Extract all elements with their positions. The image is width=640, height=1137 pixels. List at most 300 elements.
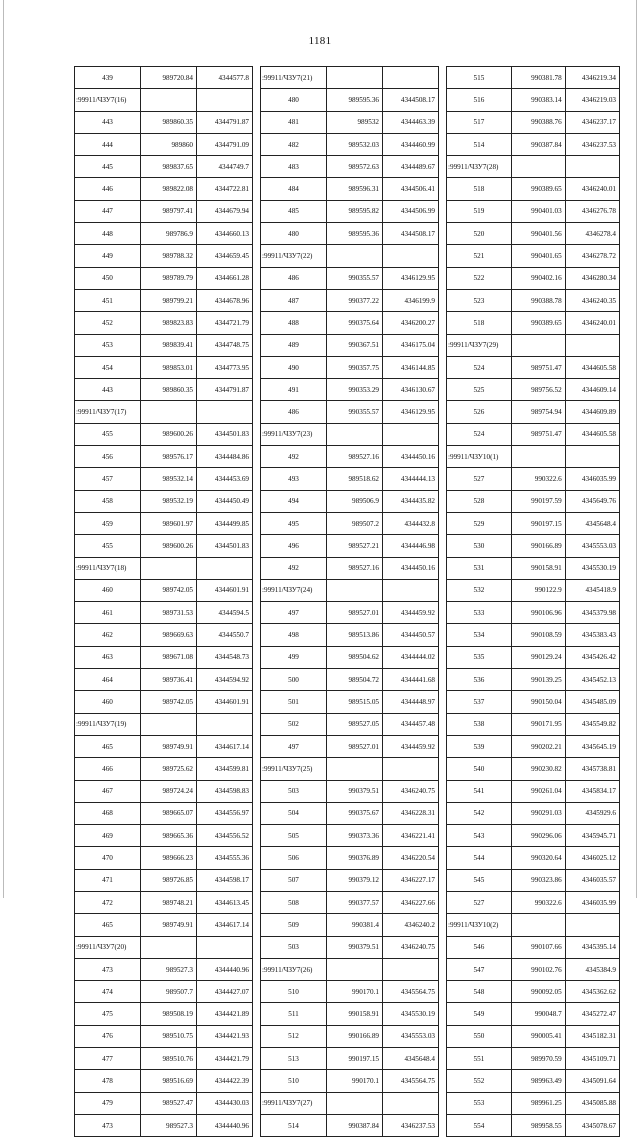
coord-x: 989510.75	[141, 1025, 197, 1047]
coord-y: 4344748.75	[197, 334, 253, 356]
coordinates-table-2	[260, 66, 439, 1137]
coord-x: 990107.66	[511, 936, 565, 958]
empty-cell	[383, 958, 439, 980]
coord-x: 989958.55	[511, 1114, 565, 1136]
coord-y: 4346278.4	[565, 223, 619, 245]
point-row	[261, 1025, 439, 1047]
coord-y: 4345182.31	[565, 1025, 619, 1047]
coord-x: 990353.29	[327, 379, 383, 401]
coord-y: 4345564.75	[383, 1070, 439, 1092]
coord-x: 989527.01	[327, 735, 383, 757]
point-number: 546	[447, 936, 512, 958]
point-row	[447, 267, 620, 289]
zone-header-row	[75, 936, 253, 958]
point-number: 473	[75, 958, 141, 980]
coord-x: 990389.65	[511, 178, 565, 200]
coord-y: 4344550.7	[197, 624, 253, 646]
point-row	[447, 490, 620, 512]
empty-cell	[327, 758, 383, 780]
coord-y: 4344661.28	[197, 267, 253, 289]
empty-cell	[511, 334, 565, 356]
coord-y: 4346240.35	[565, 289, 619, 311]
coord-x: 990376.89	[327, 847, 383, 869]
point-row	[75, 423, 253, 445]
point-row	[261, 133, 439, 155]
coord-x: 989665.36	[141, 825, 197, 847]
point-number: 545	[447, 869, 512, 891]
coord-x: 990139.25	[511, 669, 565, 691]
coordinates-table-3	[446, 66, 620, 1137]
point-row	[75, 446, 253, 468]
coord-x: 990197.15	[511, 512, 565, 534]
coord-x: 989731.53	[141, 602, 197, 624]
empty-cell	[327, 423, 383, 445]
point-number: 480	[261, 89, 327, 111]
coord-y: 4346227.17	[383, 869, 439, 891]
point-row	[75, 847, 253, 869]
coord-y: 4344459.92	[383, 735, 439, 757]
zone-label: :99911/ЧЗУ7(21)	[261, 67, 327, 89]
point-row	[75, 758, 253, 780]
point-number: 460	[75, 691, 141, 713]
empty-cell	[565, 914, 619, 936]
point-row	[75, 512, 253, 534]
coord-x: 989665.07	[141, 802, 197, 824]
coord-y: 4346199.9	[383, 289, 439, 311]
point-number: 462	[75, 624, 141, 646]
coord-x: 990367.51	[327, 334, 383, 356]
point-row	[75, 1003, 253, 1025]
empty-cell	[511, 156, 565, 178]
empty-cell	[383, 1092, 439, 1114]
point-number: 468	[75, 802, 141, 824]
point-row	[75, 579, 253, 601]
point-row	[447, 1025, 620, 1047]
coord-y: 4346130.67	[383, 379, 439, 401]
scan-left-edge	[3, 0, 4, 898]
coord-y: 4344440.96	[197, 1114, 253, 1136]
coord-x: 989527.16	[327, 557, 383, 579]
coord-x: 990171.95	[511, 713, 565, 735]
coord-x: 990373.36	[327, 825, 383, 847]
coord-y: 4346129.95	[383, 267, 439, 289]
coord-x: 989601.97	[141, 512, 197, 534]
point-row	[75, 646, 253, 668]
empty-cell	[511, 446, 565, 468]
point-row	[75, 156, 253, 178]
coord-x: 989789.79	[141, 267, 197, 289]
coord-x: 989970.59	[511, 1048, 565, 1070]
point-number: 527	[447, 468, 512, 490]
empty-cell	[327, 67, 383, 89]
empty-cell	[383, 579, 439, 601]
point-number: 510	[261, 1070, 327, 1092]
empty-cell	[141, 936, 197, 958]
point-number: 544	[447, 847, 512, 869]
point-number: 485	[261, 200, 327, 222]
point-number: 502	[261, 713, 327, 735]
coord-y: 4344721.79	[197, 312, 253, 334]
coord-y: 4345530.19	[383, 1003, 439, 1025]
coord-y: 4345649.76	[565, 490, 619, 512]
coord-x: 989595.36	[327, 89, 383, 111]
point-row	[447, 1114, 620, 1136]
coord-x: 989751.47	[511, 423, 565, 445]
point-row	[261, 802, 439, 824]
coord-y: 4344791.87	[197, 379, 253, 401]
empty-cell	[383, 245, 439, 267]
coord-y: 4345384.9	[565, 958, 619, 980]
coord-y: 4346237.53	[383, 1114, 439, 1136]
point-number: 552	[447, 1070, 512, 1092]
point-number: 458	[75, 490, 141, 512]
coord-x: 989572.63	[327, 156, 383, 178]
point-row	[447, 178, 620, 200]
point-number: 461	[75, 602, 141, 624]
point-number: 513	[261, 1048, 327, 1070]
point-row	[75, 958, 253, 980]
coord-x: 990381.78	[511, 67, 565, 89]
coordinates-tables	[74, 66, 620, 1130]
coord-x: 990383.14	[511, 89, 565, 111]
coord-y: 4346280.34	[565, 267, 619, 289]
point-number: 469	[75, 825, 141, 847]
coord-x: 990197.15	[327, 1048, 383, 1070]
point-row	[447, 401, 620, 423]
coord-x: 990388.76	[511, 111, 565, 133]
point-row	[75, 223, 253, 245]
empty-cell	[197, 401, 253, 423]
coord-y: 4346240.01	[565, 312, 619, 334]
point-number: 453	[75, 334, 141, 356]
point-number: 531	[447, 557, 512, 579]
empty-cell	[141, 713, 197, 735]
point-row	[447, 89, 620, 111]
point-row	[261, 334, 439, 356]
point-number: 528	[447, 490, 512, 512]
coord-y: 4344444.13	[383, 468, 439, 490]
coord-y: 4346240.75	[383, 936, 439, 958]
point-row	[447, 936, 620, 958]
point-row	[261, 646, 439, 668]
point-number: 514	[447, 133, 512, 155]
coord-x: 990322.6	[511, 468, 565, 490]
point-number: 478	[75, 1070, 141, 1092]
point-row	[75, 735, 253, 757]
point-row	[75, 67, 253, 89]
coord-y: 4344556.97	[197, 802, 253, 824]
coord-x: 990106.96	[511, 602, 565, 624]
zone-header-row	[261, 1092, 439, 1114]
point-number: 499	[261, 646, 327, 668]
point-row	[261, 312, 439, 334]
point-row	[447, 579, 620, 601]
point-number: 443	[75, 111, 141, 133]
coord-y: 4346221.41	[383, 825, 439, 847]
coord-x: 989600.26	[141, 423, 197, 445]
point-row	[447, 1003, 620, 1025]
point-row	[447, 379, 620, 401]
coord-y: 4344430.03	[197, 1092, 253, 1114]
empty-cell	[197, 936, 253, 958]
point-row	[75, 267, 253, 289]
point-row	[75, 1114, 253, 1136]
point-number: 455	[75, 423, 141, 445]
point-row	[447, 802, 620, 824]
point-number: 541	[447, 780, 512, 802]
coord-y: 4346276.78	[565, 200, 619, 222]
point-number: 459	[75, 512, 141, 534]
empty-cell	[327, 958, 383, 980]
point-row	[447, 133, 620, 155]
coord-x: 990402.16	[511, 267, 565, 289]
point-number: 486	[261, 401, 327, 423]
point-row	[261, 847, 439, 869]
empty-cell	[327, 1092, 383, 1114]
coord-y: 4345395.14	[565, 936, 619, 958]
coord-x: 990379.51	[327, 780, 383, 802]
coord-x: 989860.35	[141, 111, 197, 133]
coord-x: 990261.04	[511, 780, 565, 802]
coord-y: 4344421.93	[197, 1025, 253, 1047]
coord-x: 990102.76	[511, 958, 565, 980]
coord-x: 989799.21	[141, 289, 197, 311]
coord-y: 4345929.6	[565, 802, 619, 824]
point-row	[261, 200, 439, 222]
point-row	[447, 468, 620, 490]
point-number: 515	[447, 67, 512, 89]
point-number: 522	[447, 267, 512, 289]
coord-y: 4344678.96	[197, 289, 253, 311]
coord-x: 989527.3	[141, 958, 197, 980]
coord-y: 4346035.57	[565, 869, 619, 891]
zone-label: :99911/ЧЗУ10(1)	[447, 446, 512, 468]
coord-y: 4344422.39	[197, 1070, 253, 1092]
point-row	[75, 669, 253, 691]
point-number: 455	[75, 535, 141, 557]
coord-y: 4345085.88	[565, 1092, 619, 1114]
coord-y: 4344450.16	[383, 557, 439, 579]
coord-y: 4345530.19	[565, 557, 619, 579]
coord-y: 4345549.82	[565, 713, 619, 735]
coord-y: 4346200.27	[383, 312, 439, 334]
coord-y: 4344421.79	[197, 1048, 253, 1070]
point-number: 492	[261, 557, 327, 579]
point-row	[261, 289, 439, 311]
coord-x: 990158.91	[511, 557, 565, 579]
point-number: 484	[261, 178, 327, 200]
coord-x: 990401.56	[511, 223, 565, 245]
coord-x: 989527.01	[327, 602, 383, 624]
coord-x: 989853.01	[141, 356, 197, 378]
coord-y: 4344577.8	[197, 67, 253, 89]
point-number: 446	[75, 178, 141, 200]
zone-header-row	[75, 401, 253, 423]
point-row	[261, 178, 439, 200]
coord-x: 990320.64	[511, 847, 565, 869]
coord-x: 989823.83	[141, 312, 197, 334]
point-number: 506	[261, 847, 327, 869]
point-row	[447, 111, 620, 133]
coord-y: 4344599.81	[197, 758, 253, 780]
point-row	[447, 780, 620, 802]
coord-x: 989504.62	[327, 646, 383, 668]
coord-y: 4344448.97	[383, 691, 439, 713]
coord-y: 4345645.19	[565, 735, 619, 757]
point-row	[447, 691, 620, 713]
point-row	[75, 245, 253, 267]
point-row	[75, 1048, 253, 1070]
coord-x: 990375.67	[327, 802, 383, 824]
coord-x: 990129.24	[511, 646, 565, 668]
point-row	[261, 512, 439, 534]
point-number: 456	[75, 446, 141, 468]
coord-x: 990387.84	[511, 133, 565, 155]
point-row	[447, 535, 620, 557]
coord-x: 990381.4	[327, 914, 383, 936]
coord-x: 990108.59	[511, 624, 565, 646]
coord-y: 4345091.64	[565, 1070, 619, 1092]
zone-label: :99911/ЧЗУ7(29)	[447, 334, 512, 356]
point-row	[261, 490, 439, 512]
point-number: 523	[447, 289, 512, 311]
zone-label: :99911/ЧЗУ7(24)	[261, 579, 327, 601]
point-row	[75, 1025, 253, 1047]
point-row	[261, 223, 439, 245]
point-number: 450	[75, 267, 141, 289]
coord-x: 989527.21	[327, 535, 383, 557]
coord-x: 989748.21	[141, 891, 197, 913]
coord-x: 989596.31	[327, 178, 383, 200]
point-row	[261, 156, 439, 178]
empty-cell	[141, 401, 197, 423]
coord-x: 990377.22	[327, 289, 383, 311]
point-row	[261, 111, 439, 133]
empty-cell	[383, 758, 439, 780]
coord-y: 4345648.4	[565, 512, 619, 534]
point-number: 553	[447, 1092, 512, 1114]
coord-y: 4344555.36	[197, 847, 253, 869]
point-row	[447, 67, 620, 89]
point-number: 512	[261, 1025, 327, 1047]
coord-y: 4346219.34	[565, 67, 619, 89]
point-row	[447, 312, 620, 334]
point-number: 509	[261, 914, 327, 936]
zone-header-row	[447, 446, 620, 468]
coord-y: 4344601.91	[197, 691, 253, 713]
point-number: 487	[261, 289, 327, 311]
coord-x: 990202.21	[511, 735, 565, 757]
coord-y: 4344548.73	[197, 646, 253, 668]
coord-x: 989749.91	[141, 914, 197, 936]
coord-y: 4344499.85	[197, 512, 253, 534]
empty-cell	[383, 67, 439, 89]
point-number: 467	[75, 780, 141, 802]
empty-cell	[327, 245, 383, 267]
point-number: 448	[75, 223, 141, 245]
coord-x: 989669.63	[141, 624, 197, 646]
coord-x: 990355.57	[327, 267, 383, 289]
point-number: 501	[261, 691, 327, 713]
point-row	[261, 379, 439, 401]
coord-y: 4344594.92	[197, 669, 253, 691]
coord-y: 4346144.85	[383, 356, 439, 378]
point-number: 445	[75, 156, 141, 178]
coord-y: 4346278.72	[565, 245, 619, 267]
point-row	[75, 691, 253, 713]
point-row	[75, 379, 253, 401]
coord-y: 4344506.41	[383, 178, 439, 200]
coord-y: 4346129.95	[383, 401, 439, 423]
coord-y: 4346237.53	[565, 133, 619, 155]
coord-x: 989508.19	[141, 1003, 197, 1025]
point-row	[447, 958, 620, 980]
coord-y: 4345945.71	[565, 825, 619, 847]
coord-y: 4344660.13	[197, 223, 253, 245]
point-number: 463	[75, 646, 141, 668]
empty-cell	[511, 914, 565, 936]
point-number: 451	[75, 289, 141, 311]
coord-y: 4344440.96	[197, 958, 253, 980]
point-row	[75, 490, 253, 512]
point-number: 548	[447, 981, 512, 1003]
point-row	[447, 423, 620, 445]
point-row	[447, 624, 620, 646]
zone-header-row	[447, 914, 620, 936]
point-row	[261, 1114, 439, 1136]
coord-x: 990377.57	[327, 891, 383, 913]
coord-x: 990401.03	[511, 200, 565, 222]
point-number: 535	[447, 646, 512, 668]
point-number: 488	[261, 312, 327, 334]
zone-header-row	[75, 89, 253, 111]
coord-x: 989666.23	[141, 847, 197, 869]
zone-label: :99911/ЧЗУ7(27)	[261, 1092, 327, 1114]
point-row	[75, 624, 253, 646]
coord-y: 4344659.45	[197, 245, 253, 267]
coord-y: 4345553.03	[383, 1025, 439, 1047]
point-number: 474	[75, 981, 141, 1003]
point-row	[261, 981, 439, 1003]
point-number: 521	[447, 245, 512, 267]
point-row	[447, 713, 620, 735]
point-number: 542	[447, 802, 512, 824]
point-number: 452	[75, 312, 141, 334]
coord-x: 989504.72	[327, 669, 383, 691]
coord-y: 4345078.67	[565, 1114, 619, 1136]
point-row	[75, 312, 253, 334]
point-row	[261, 713, 439, 735]
point-row	[261, 936, 439, 958]
point-row	[75, 981, 253, 1003]
coord-y: 4345564.75	[383, 981, 439, 1003]
coord-y: 4344773.95	[197, 356, 253, 378]
point-number: 530	[447, 535, 512, 557]
point-number: 497	[261, 735, 327, 757]
point-row	[447, 758, 620, 780]
coord-x: 989506.9	[327, 490, 383, 512]
coord-y: 4344749.7	[197, 156, 253, 178]
coord-x: 989963.49	[511, 1070, 565, 1092]
point-number: 491	[261, 379, 327, 401]
point-number: 503	[261, 936, 327, 958]
zone-header-row	[447, 156, 620, 178]
point-row	[261, 825, 439, 847]
coord-y: 4344435.82	[383, 490, 439, 512]
point-number: 543	[447, 825, 512, 847]
coord-x: 989749.91	[141, 735, 197, 757]
point-number: 447	[75, 200, 141, 222]
